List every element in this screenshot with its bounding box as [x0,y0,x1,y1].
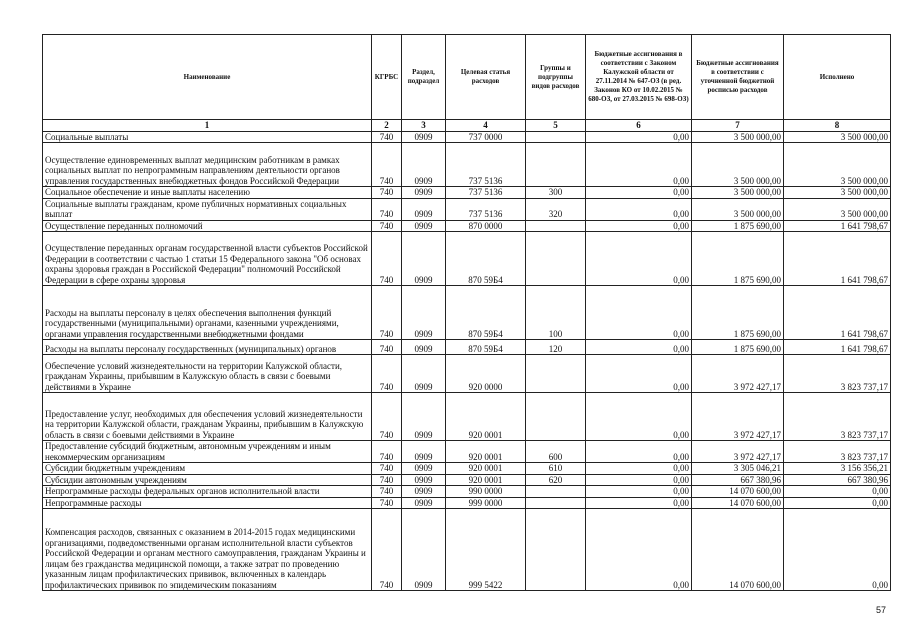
row-razdel: 0909 [402,143,446,187]
row-statya: 920 0001 [446,441,526,463]
row-name: Социальные выплаты гражданам, кроме публичных нормативных социальных выплат [43,198,372,220]
row-name: Социальное обеспечение и иные выплаты населению [43,187,372,199]
row-law-budget: 0,00 [586,220,692,232]
row-kgrbs: 740 [372,131,402,143]
row-razdel: 0909 [402,340,446,355]
row-vid: 320 [526,198,586,220]
row-law-budget: 0,00 [586,474,692,486]
row-razdel: 0909 [402,187,446,199]
row-razdel: 0909 [402,393,446,441]
row-law-budget: 0,00 [586,340,692,355]
row-vid [526,355,586,393]
page-number: 57 [876,605,887,615]
row-vid: 300 [526,187,586,199]
row-executed: 3 823 737,17 [784,441,891,463]
row-refined-budget: 14 070 600,00 [692,509,784,591]
table-row [43,286,891,340]
row-statya: 870 59Б4 [446,286,526,340]
row-vid [526,220,586,232]
row-law-budget: 0,00 [586,486,692,498]
row-executed: 3 156 356,21 [784,463,891,475]
row-vid [526,509,586,591]
header-razdel: Раздел, подраздел [402,35,446,120]
row-executed: 667 380,96 [784,474,891,486]
row-law-budget: 0,00 [586,286,692,340]
col-number: 7 [692,120,784,132]
table-row [43,198,891,220]
header-vid: Группы и подгруппы видов расходов [526,35,586,120]
row-razdel: 0909 [402,220,446,232]
header-name: Наименование [43,35,372,120]
row-vid: 120 [526,340,586,355]
row-executed: 0,00 [784,497,891,509]
row-name: Обеспечение условий жизнедеятельности на территории Калужской области, гражданам Украины, прибывшим в Калужскую область в связи с боевыми действиями в Украине [43,355,372,393]
row-refined-budget: 1 875 690,00 [692,340,784,355]
row-kgrbs: 740 [372,187,402,199]
row-kgrbs: 740 [372,355,402,393]
row-statya: 920 0000 [446,355,526,393]
col-number: 2 [372,120,402,132]
budget-table [42,34,891,591]
table-row [43,187,891,199]
row-kgrbs: 740 [372,232,402,286]
table-row [43,441,891,463]
row-statya: 737 0000 [446,131,526,143]
row-statya: 737 5136 [446,198,526,220]
row-kgrbs: 740 [372,463,402,475]
row-statya: 990 0000 [446,486,526,498]
row-law-budget: 0,00 [586,232,692,286]
row-statya: 999 5422 [446,509,526,591]
row-refined-budget: 3 972 427,17 [692,355,784,393]
row-vid [526,131,586,143]
row-executed: 3 500 000,00 [784,143,891,187]
table-body [43,131,891,591]
table-row [43,463,891,475]
row-law-budget: 0,00 [586,131,692,143]
col-number: 8 [784,120,891,132]
row-law-budget: 0,00 [586,143,692,187]
row-name: Расходы на выплаты персоналу в целях обеспечения выполнения функций государственными (муниципальными) органами, казенными учреждениями, органами управления государственными внебюджетными фондами [43,286,372,340]
row-refined-budget: 667 380,96 [692,474,784,486]
col-number: 5 [526,120,586,132]
table-row [43,220,891,232]
row-name: Непрограммные расходы федеральных органов исполнительной власти [43,486,372,498]
row-vid: 620 [526,474,586,486]
row-refined-budget: 14 070 600,00 [692,486,784,498]
table-row [43,340,891,355]
row-law-budget: 0,00 [586,355,692,393]
row-refined-budget: 1 875 690,00 [692,220,784,232]
row-statya: 737 5136 [446,187,526,199]
header-kgrbs: КГРБС [372,35,402,120]
row-razdel: 0909 [402,463,446,475]
row-executed: 3 500 000,00 [784,131,891,143]
row-executed: 3 500 000,00 [784,187,891,199]
table-header-row [43,35,891,120]
row-kgrbs: 740 [372,198,402,220]
row-refined-budget: 3 500 000,00 [692,198,784,220]
table-row [43,486,891,498]
row-kgrbs: 740 [372,286,402,340]
row-name: Предоставление услуг, необходимых для обеспечения условий жизнедеятельности на территории Калужской области, гражданам Украины, прибывшим в Калужскую область в связи с боевыми действиями в Украине [43,393,372,441]
row-kgrbs: 740 [372,474,402,486]
row-kgrbs: 740 [372,509,402,591]
col-number: 1 [43,120,372,132]
row-kgrbs: 740 [372,486,402,498]
row-vid [526,486,586,498]
row-executed: 1 641 798,67 [784,340,891,355]
header-law-budget: Бюджетные ассигнования в соответствии с Законом Калужской области от 27.11.2014 № 647-ОЗ (в ред. Законов КО от 10.02.2015 № 680-ОЗ, от 27.03.2015 № 698-ОЗ) [586,35,692,120]
row-executed: 0,00 [784,486,891,498]
row-name: Субсидии бюджетным учреждениям [43,463,372,475]
table-row [43,143,891,187]
row-statya: 920 0001 [446,474,526,486]
table-row [43,497,891,509]
row-razdel: 0909 [402,198,446,220]
row-kgrbs: 740 [372,220,402,232]
row-statya: 999 0000 [446,497,526,509]
row-law-budget: 0,00 [586,393,692,441]
row-law-budget: 0,00 [586,441,692,463]
row-statya: 920 0001 [446,463,526,475]
row-name: Осуществление переданных органам государственной власти субъектов Российской Федерации в соответствии с частью 1 статьи 15 Федерального закона "Об основах охраны здоровья граждан в Российской Федерации" полномочий Российской Федерации в сфере охраны здоровья [43,232,372,286]
header-executed: Исполнено [784,35,891,120]
row-refined-budget: 3 500 000,00 [692,143,784,187]
row-law-budget: 0,00 [586,497,692,509]
table-row [43,393,891,441]
row-executed: 1 641 798,67 [784,220,891,232]
row-razdel: 0909 [402,232,446,286]
row-executed: 3 823 737,17 [784,393,891,441]
row-executed: 1 641 798,67 [784,232,891,286]
row-executed: 0,00 [784,509,891,591]
row-name: Непрограммные расходы [43,497,372,509]
row-refined-budget: 1 875 690,00 [692,232,784,286]
col-number: 4 [446,120,526,132]
row-kgrbs: 740 [372,340,402,355]
row-refined-budget: 1 875 690,00 [692,286,784,340]
row-name: Осуществление переданных полномочий [43,220,372,232]
col-number: 6 [586,120,692,132]
row-name: Расходы на выплаты персоналу государственных (муниципальных) органов [43,340,372,355]
row-razdel: 0909 [402,286,446,340]
row-refined-budget: 14 070 600,00 [692,497,784,509]
table-row [43,474,891,486]
row-vid [526,393,586,441]
row-refined-budget: 3 500 000,00 [692,131,784,143]
row-refined-budget: 3 972 427,17 [692,393,784,441]
row-vid [526,497,586,509]
row-statya: 920 0001 [446,393,526,441]
row-refined-budget: 3 305 046,21 [692,463,784,475]
header-refined-budget: Бюджетные ассигнования в соответствии с уточненной бюджетной росписью расходов [692,35,784,120]
row-vid: 100 [526,286,586,340]
row-law-budget: 0,00 [586,509,692,591]
row-name: Компенсация расходов, связанных с оказанием в 2014-2015 годах медицинскими организациями, подведомственными органам исполнительной власти субъектов Российской Федерации и органам местного самоуправления, гражданам Украины и лицам без гражданства медицинской помощи, а также затрат по проведению указанным лицам профилактических прививок, включенных в календарь профилактических прививок по эпидемическим показаниям [43,509,372,591]
row-razdel: 0909 [402,486,446,498]
row-executed: 3 500 000,00 [784,198,891,220]
row-vid: 600 [526,441,586,463]
table-row [43,509,891,591]
row-name: Осуществление единовременных выплат медицинским работникам в рамках социальных выплат по непрограммным направлениям деятельности органов управления государственных внебюджетных фондов Российской Федерации [43,143,372,187]
row-razdel: 0909 [402,509,446,591]
row-statya: 870 59Б4 [446,232,526,286]
row-name: Социальные выплаты [43,131,372,143]
row-statya: 737 5136 [446,143,526,187]
row-executed: 1 641 798,67 [784,286,891,340]
row-vid [526,232,586,286]
row-vid: 610 [526,463,586,475]
row-law-budget: 0,00 [586,463,692,475]
row-kgrbs: 740 [372,393,402,441]
row-razdel: 0909 [402,441,446,463]
row-kgrbs: 740 [372,143,402,187]
column-number-row [43,120,891,132]
row-refined-budget: 3 500 000,00 [692,187,784,199]
row-statya: 870 59Б4 [446,340,526,355]
table-row [43,232,891,286]
row-law-budget: 0,00 [586,198,692,220]
row-razdel: 0909 [402,131,446,143]
row-executed: 3 823 737,17 [784,355,891,393]
table-row [43,355,891,393]
col-number: 3 [402,120,446,132]
row-kgrbs: 740 [372,497,402,509]
row-razdel: 0909 [402,474,446,486]
row-kgrbs: 740 [372,441,402,463]
row-statya: 870 0000 [446,220,526,232]
row-razdel: 0909 [402,355,446,393]
header-statya: Целевая статья расходов [446,35,526,120]
row-name: Субсидии автономным учреждениям [43,474,372,486]
row-refined-budget: 3 972 427,17 [692,441,784,463]
row-name: Предоставление субсидий бюджетным, автономным учреждениям и иным некоммерческим организациям [43,441,372,463]
table-row [43,131,891,143]
row-razdel: 0909 [402,497,446,509]
row-vid [526,143,586,187]
row-law-budget: 0,00 [586,187,692,199]
